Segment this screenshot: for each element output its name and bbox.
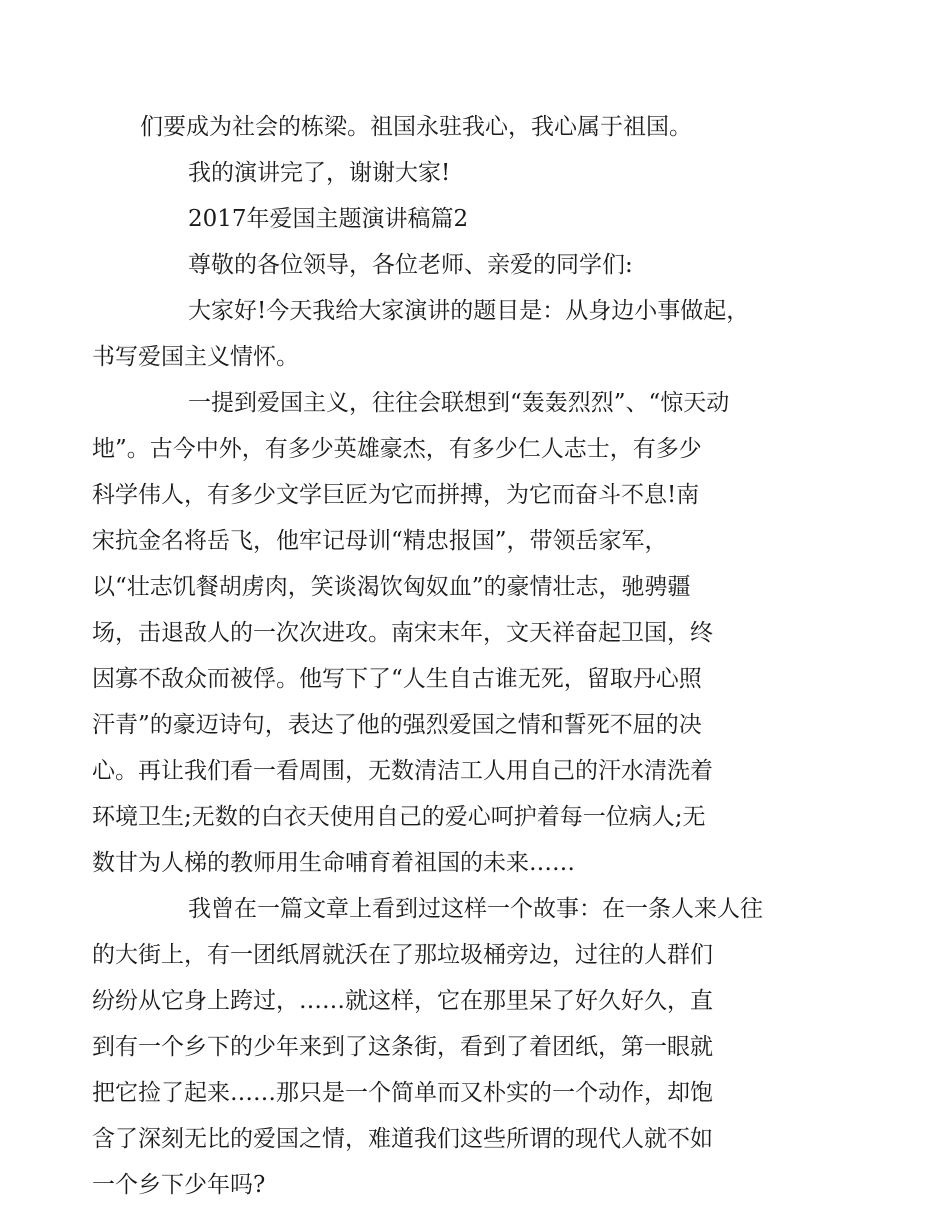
text-line: 一个乡下少年吗? xyxy=(92,1172,266,1198)
paragraph-continuation xyxy=(140,104,812,150)
text-line: 心。再让我们看一看周围，无数清洁工人用自己的汗水清洗着 xyxy=(92,758,713,784)
text-line: 我的演讲完了，谢谢大家! xyxy=(188,160,451,186)
text-line: 的大街上，有一团纸屑就沃在了那垃圾桶旁边，过往的人群们 xyxy=(92,942,713,968)
text-line: 数甘为人梯的教师用生命哺育着祖国的未来…… xyxy=(92,850,575,876)
text-line: 纷纷从它身上跨过，……就这样，它在那里呆了好久好久，直 xyxy=(92,988,713,1014)
text-line: 汗青”的豪迈诗句，表达了他的强烈爱国之情和誓死不屈的决 xyxy=(92,712,702,738)
paragraph-body xyxy=(92,380,812,886)
document-page xyxy=(92,104,812,1208)
text-line: 尊敬的各位领导，各位老师、亲爱的同学们: xyxy=(188,252,633,278)
section-heading xyxy=(140,196,812,242)
text-line: 大家好!今天我给大家演讲的题目是：从身边小事做起， xyxy=(188,298,750,324)
text-line: 科学伟人，有多少文学巨匠为它而拼搏，为它而奋斗不息!南 xyxy=(92,482,700,508)
paragraph-closing xyxy=(140,150,812,196)
text-line: 书写爱国主义情怀。 xyxy=(92,344,299,370)
text-line: 地”。古今中外，有多少英雄豪杰，有多少仁人志士，有多少 xyxy=(92,436,702,462)
text-line: 2017年爱国主题演讲稿篇2 xyxy=(188,206,469,232)
text-line: 宋抗金名将岳飞，他牢记母训“精忠报国”，带领岳家军， xyxy=(92,528,668,554)
text-line: 因寡不敌众而被俘。他写下了“人生自古谁无死，留取丹心照 xyxy=(92,666,702,692)
text-line: 环境卫生;无数的白衣天使用自己的爱心呵护着每一位病人;无 xyxy=(92,804,706,830)
text-line: 场，击退敌人的一次次进攻。南宋末年，文天祥奋起卫国，终 xyxy=(92,620,713,646)
text-line: 把它捡了起来……那只是一个简单而又朴实的一个动作，却饱 xyxy=(92,1080,713,1106)
paragraph-story xyxy=(92,886,812,1208)
text-line: 一提到爱国主义，往往会联想到“轰轰烈烈”、“惊天动 xyxy=(188,390,730,416)
paragraph-salutation xyxy=(140,242,812,288)
text-line: 以“壮志饥餐胡虏肉，笑谈渴饮匈奴血”的豪情壮志，驰骋疆 xyxy=(92,574,691,600)
text-line: 我曾在一篇文章上看到过这样一个故事：在一条人来人往 xyxy=(188,896,763,922)
text-line: 们要成为社会的栋梁。祖国永驻我心，我心属于祖国。 xyxy=(140,114,692,140)
paragraph-intro xyxy=(92,288,812,380)
text-line: 含了深刻无比的爱国之情，难道我们这些所谓的现代人就不如 xyxy=(92,1126,713,1152)
text-line: 到有一个乡下的少年来到了这条街，看到了着团纸，第一眼就 xyxy=(92,1034,713,1060)
